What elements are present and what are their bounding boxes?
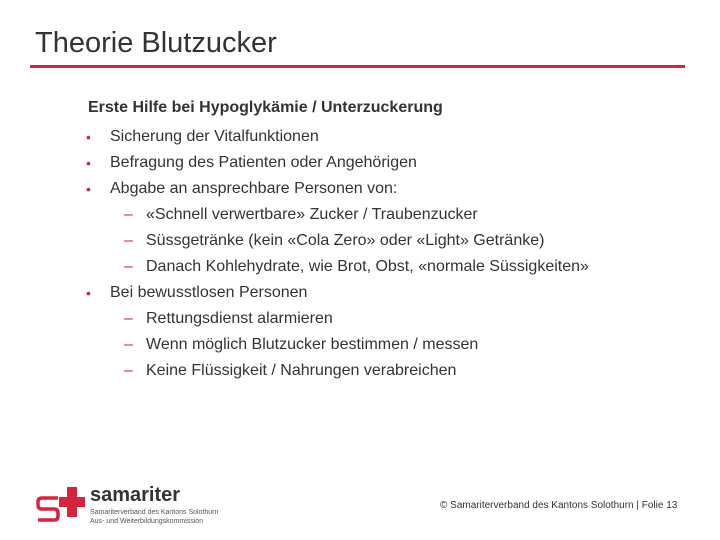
dash-marker: – bbox=[124, 336, 133, 353]
sub-bullet-text: Süssgetränke (kein «Cola Zero» oder «Light» Getränke) bbox=[146, 232, 545, 249]
logo-subtitle bbox=[90, 508, 218, 526]
bullet-marker: • bbox=[86, 285, 91, 301]
dash-marker: – bbox=[124, 206, 133, 223]
footer-text: © Samariterverband des Kantons Solothurn | Folie 13 bbox=[440, 500, 678, 511]
bullet-marker: • bbox=[86, 155, 91, 171]
dash-marker: – bbox=[124, 310, 133, 327]
sub-bullet-text: Wenn möglich Blutzucker bestimmen / messen bbox=[146, 336, 479, 353]
dash-marker: – bbox=[124, 258, 133, 275]
sub-bullet-text: Keine Flüssigkeit / Nahrungen verabreichen bbox=[146, 362, 457, 379]
bullet-marker: • bbox=[86, 181, 91, 197]
slide-subtitle: Erste Hilfe bei Hypoglykämie / Unterzuckerung bbox=[88, 99, 443, 116]
sub-bullet-text: «Schnell verwertbare» Zucker / Traubenzucker bbox=[146, 206, 478, 223]
sub-bullet-text: Danach Kohlehydrate, wie Brot, Obst, «normale Süssigkeiten» bbox=[146, 258, 589, 275]
dash-marker: – bbox=[124, 232, 133, 249]
dash-marker: – bbox=[124, 362, 133, 379]
logo-subtitle-line-1: Samariterverband des Kantons Solothurn bbox=[90, 509, 219, 516]
page-title: Theorie Blutzucker bbox=[35, 27, 277, 59]
bullet-text: Befragung des Patienten oder Angehörigen bbox=[110, 154, 417, 171]
sub-bullet-text: Rettungsdienst alarmieren bbox=[146, 310, 333, 327]
title-divider bbox=[30, 65, 685, 68]
bullet-marker: • bbox=[86, 129, 91, 145]
bullet-text: Abgabe an ansprechbare Personen von: bbox=[110, 180, 398, 197]
bullet-text: Sicherung der Vitalfunktionen bbox=[110, 128, 319, 145]
logo-name: samariter bbox=[90, 484, 181, 506]
logo-subtitle-line-2: Aus- und Weiterbildungskommission bbox=[90, 518, 204, 525]
bullet-text: Bei bewusstlosen Personen bbox=[110, 284, 308, 301]
